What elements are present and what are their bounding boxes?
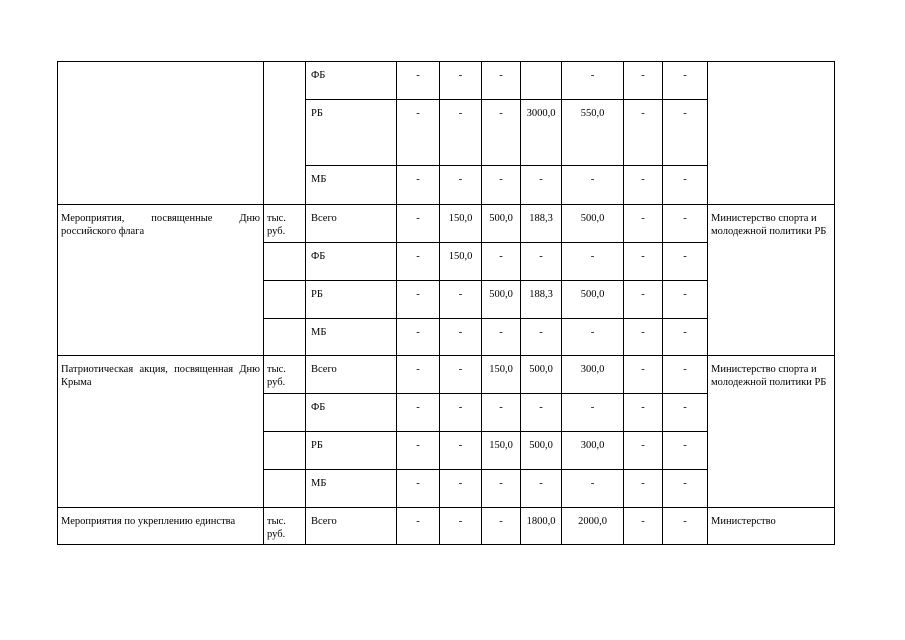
value-cell: - xyxy=(440,470,482,508)
funding-source-cell: МБ xyxy=(306,166,397,205)
funding-source-cell: Всего xyxy=(306,205,397,243)
value-cell: - xyxy=(521,166,562,205)
value-cell: - xyxy=(663,281,708,319)
value-cell: - xyxy=(482,394,521,432)
value-cell: - xyxy=(663,356,708,394)
value-cell: - xyxy=(663,243,708,281)
value-cell: - xyxy=(440,356,482,394)
value-cell: - xyxy=(482,243,521,281)
value-cell: - xyxy=(397,470,440,508)
table-row xyxy=(58,62,835,100)
funding-source-cell: Всего xyxy=(306,356,397,394)
funding-source-cell: МБ xyxy=(306,319,397,356)
value-cell: 2000,0 xyxy=(562,508,624,545)
value-cell: - xyxy=(397,281,440,319)
value-cell: 500,0 xyxy=(482,281,521,319)
responsible-cell: Министерство xyxy=(708,508,835,545)
value-cell: - xyxy=(482,508,521,545)
value-cell: - xyxy=(397,205,440,243)
measure-name-cell xyxy=(58,62,264,205)
value-cell: 1800,0 xyxy=(521,508,562,545)
funding-source-cell: РБ xyxy=(306,100,397,166)
budget-table xyxy=(57,61,835,545)
value-cell: 150,0 xyxy=(440,243,482,281)
value-cell: - xyxy=(397,243,440,281)
value-cell: - xyxy=(624,243,663,281)
value-cell: - xyxy=(624,356,663,394)
value-cell: - xyxy=(397,356,440,394)
value-cell: 150,0 xyxy=(482,356,521,394)
unit-cell xyxy=(264,281,306,319)
table-body xyxy=(58,62,835,545)
value-cell: 150,0 xyxy=(482,432,521,470)
value-cell: - xyxy=(663,508,708,545)
value-cell xyxy=(521,62,562,100)
funding-source-cell: ФБ xyxy=(306,62,397,100)
value-cell: - xyxy=(440,166,482,205)
value-cell: - xyxy=(624,432,663,470)
value-cell: - xyxy=(440,394,482,432)
value-cell: - xyxy=(397,319,440,356)
value-cell: - xyxy=(663,470,708,508)
unit-cell xyxy=(264,243,306,281)
value-cell: - xyxy=(482,470,521,508)
value-cell: - xyxy=(562,394,624,432)
value-cell: - xyxy=(397,432,440,470)
value-cell: - xyxy=(397,62,440,100)
unit-cell: тыс. руб. xyxy=(264,508,306,545)
unit-cell xyxy=(264,470,306,508)
unit-cell: тыс. руб. xyxy=(264,356,306,394)
value-cell: - xyxy=(482,100,521,166)
value-cell: - xyxy=(624,508,663,545)
funding-source-cell: РБ xyxy=(306,432,397,470)
value-cell: - xyxy=(397,166,440,205)
measure-name-cell: Мероприятия по укреплению единства xyxy=(58,508,264,545)
value-cell: 500,0 xyxy=(521,432,562,470)
value-cell: 300,0 xyxy=(562,432,624,470)
value-cell: - xyxy=(521,470,562,508)
value-cell: - xyxy=(440,432,482,470)
value-cell: 188,3 xyxy=(521,281,562,319)
responsible-cell: Министерство спорта и молодежной политики РБ xyxy=(708,356,835,508)
value-cell: - xyxy=(663,166,708,205)
unit-cell: тыс. руб. xyxy=(264,205,306,243)
unit-cell xyxy=(264,432,306,470)
value-cell: - xyxy=(663,394,708,432)
value-cell: - xyxy=(482,319,521,356)
funding-source-cell: ФБ xyxy=(306,394,397,432)
responsible-cell xyxy=(708,62,835,205)
value-cell: - xyxy=(624,100,663,166)
unit-cell xyxy=(264,62,306,205)
value-cell: - xyxy=(440,62,482,100)
unit-cell xyxy=(264,394,306,432)
funding-source-cell: МБ xyxy=(306,470,397,508)
value-cell: - xyxy=(663,100,708,166)
value-cell: - xyxy=(624,394,663,432)
value-cell: 188,3 xyxy=(521,205,562,243)
value-cell: - xyxy=(624,205,663,243)
table-row xyxy=(58,356,835,394)
value-cell: 500,0 xyxy=(482,205,521,243)
value-cell: 500,0 xyxy=(521,356,562,394)
value-cell: - xyxy=(440,100,482,166)
funding-source-cell: ФБ xyxy=(306,243,397,281)
value-cell: 500,0 xyxy=(562,281,624,319)
value-cell: - xyxy=(562,62,624,100)
value-cell: - xyxy=(624,166,663,205)
value-cell: - xyxy=(624,470,663,508)
value-cell: - xyxy=(397,508,440,545)
value-cell: 550,0 xyxy=(562,100,624,166)
value-cell: - xyxy=(562,470,624,508)
value-cell: - xyxy=(562,319,624,356)
value-cell: - xyxy=(624,62,663,100)
value-cell: - xyxy=(562,243,624,281)
value-cell: - xyxy=(663,319,708,356)
unit-cell xyxy=(264,319,306,356)
value-cell: - xyxy=(482,166,521,205)
measure-name-cell: Патриотическая акция, посвященная Дню Крыма xyxy=(58,356,264,508)
value-cell: - xyxy=(624,319,663,356)
value-cell: - xyxy=(521,394,562,432)
table-row xyxy=(58,508,835,545)
value-cell: 300,0 xyxy=(562,356,624,394)
value-cell: - xyxy=(397,100,440,166)
value-cell: 500,0 xyxy=(562,205,624,243)
value-cell: - xyxy=(521,319,562,356)
funding-source-cell: РБ xyxy=(306,281,397,319)
value-cell: - xyxy=(482,62,521,100)
value-cell: - xyxy=(562,166,624,205)
value-cell: - xyxy=(663,432,708,470)
value-cell: - xyxy=(440,508,482,545)
value-cell: - xyxy=(440,319,482,356)
value-cell: - xyxy=(663,62,708,100)
value-cell: - xyxy=(397,394,440,432)
value-cell: - xyxy=(521,243,562,281)
table-row xyxy=(58,205,835,243)
responsible-cell: Министерство спорта и молодежной политики РБ xyxy=(708,205,835,356)
value-cell: - xyxy=(663,205,708,243)
value-cell: - xyxy=(624,281,663,319)
measure-name-cell: Мероприятия, посвященные Дню российского флага xyxy=(58,205,264,356)
funding-source-cell: Всего xyxy=(306,508,397,545)
value-cell: 3000,0 xyxy=(521,100,562,166)
value-cell: - xyxy=(440,281,482,319)
value-cell: 150,0 xyxy=(440,205,482,243)
